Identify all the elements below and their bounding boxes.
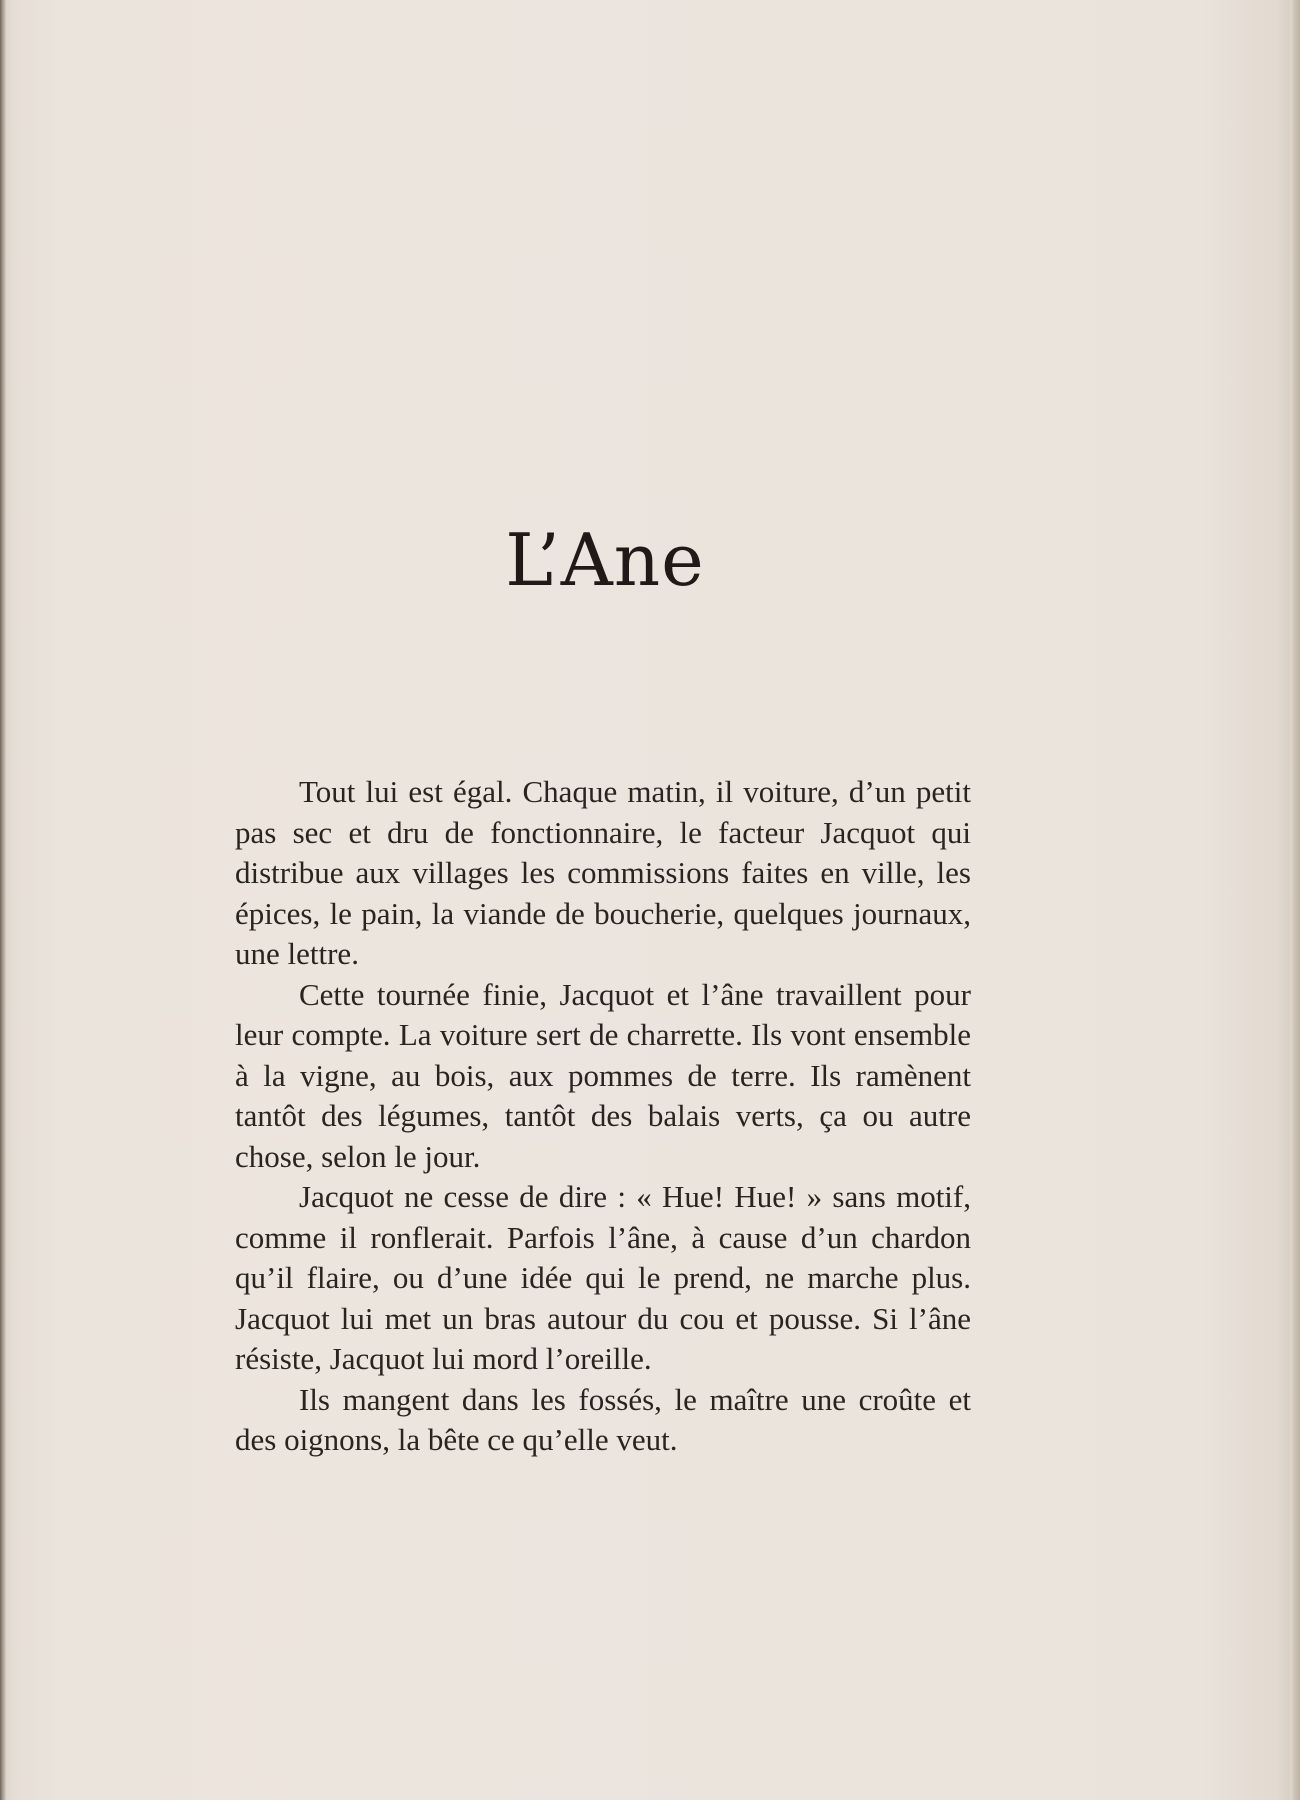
paragraph: Tout lui est égal. Chaque matin, il voiture, d’un petit pas sec et dru de fonctionnaire, le facteur Jacquot qui distribue aux villages les commissions faites en ville, les épices, le pain, la viande de boucherie, quelques journaux, une lettre. xyxy=(235,774,971,971)
paragraph: Jacquot ne cesse de dire : « Hue! Hue! » sans motif, comme il ronflerait. Parfois l’âne, à cause d’un chardon qu’il flaire, ou d’une idée qui le prend, ne marche plus. Jacquot lui met un bras autour du cou et pousse. Si l’âne résiste, Jacquot lui mord l’oreille. xyxy=(235,1179,971,1376)
chapter-body xyxy=(235,772,971,1461)
page-left-edge xyxy=(0,0,6,1800)
paragraph: Cette tournée finie, Jacquot et l’âne travaillent pour leur compte. La voiture sert de charrette. Ils vont ensemble à la vigne, au bois, aux pommes de terre. Ils ramènent tantôt des légumes, tantôt des balais verts, ça ou autre chose, selon le jour. xyxy=(235,976,971,1174)
page-right-edge xyxy=(1290,0,1300,1800)
chapter-title: L’Ane xyxy=(505,518,705,602)
paragraph: Ils mangent dans les fossés, le maître une croûte et des oignons, la bête ce qu’elle veut. xyxy=(235,1381,971,1457)
